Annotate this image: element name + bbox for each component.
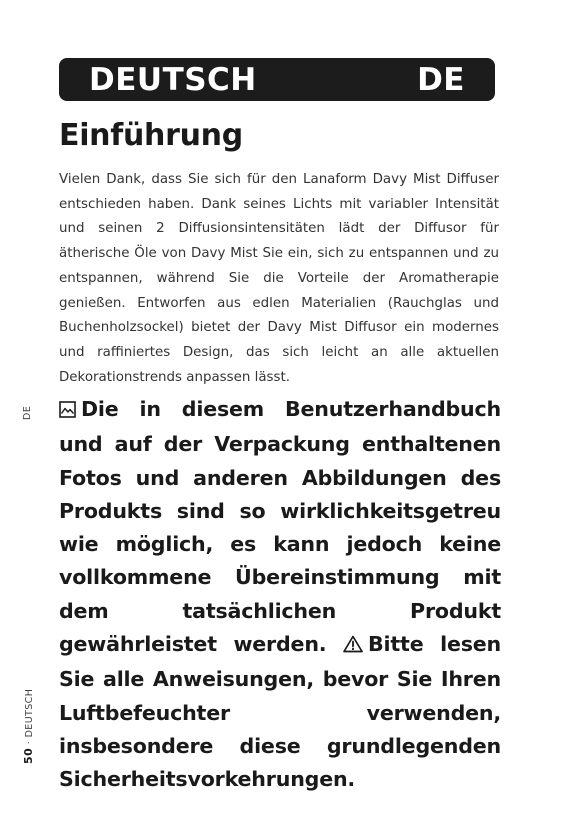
photo-disclaimer-text: Die in diesem Benutzerhandbuch und auf der Verpackung enthaltenen Fotos und anderen Abbildungen des Produkts sind so wirklichkeitsgetreu wie möglich, es kann jedoch keine vollkommene Übereinstimmung mit dem tatsächlichen Produkt gewährleistet werden. xyxy=(59,397,501,657)
notice-paragraph xyxy=(59,393,501,797)
warning-icon xyxy=(343,630,363,663)
footer-separator: · xyxy=(24,740,35,745)
image-icon xyxy=(59,395,76,428)
language-banner xyxy=(59,58,495,101)
page-number: 50 xyxy=(22,747,35,764)
footer-language: DEUTSCH xyxy=(24,688,35,738)
banner-language-name: DEUTSCH xyxy=(89,61,257,98)
page-footer xyxy=(22,689,35,764)
intro-paragraph: Vielen Dank, dass Sie sich für den Lanaform Davy Mist Diffuser entschieden haben. Dank seines Lichts mit variabler Intensität und seinen 2 Diffusionsintensitäten lädt der Diffusor für ätherische Öle von Davy Mist Sie ein, sich zu entspannen und zu entspannen, während Sie die Vorteile der Aromatherapie genießen. Entworfen aus edlen Materialien (Rauchglas und Buchenholzsockel) bietet der Davy Mist Diffusor ein modernes und raffiniertes Design, das sich leicht an alle aktuellen Dekorationstrends anpassen lässt. xyxy=(59,172,499,385)
banner-language-code: DE xyxy=(417,61,465,98)
safety-warning-text: Bitte lesen Sie alle Anweisungen, bevor Sie Ihren Luftbefeuchter verwenden, insbesondere diese grundlegenden Sicherheitsvorkehrungen. xyxy=(59,632,501,792)
side-language-tab: DE xyxy=(22,405,33,420)
section-title: Einführung xyxy=(59,118,243,153)
